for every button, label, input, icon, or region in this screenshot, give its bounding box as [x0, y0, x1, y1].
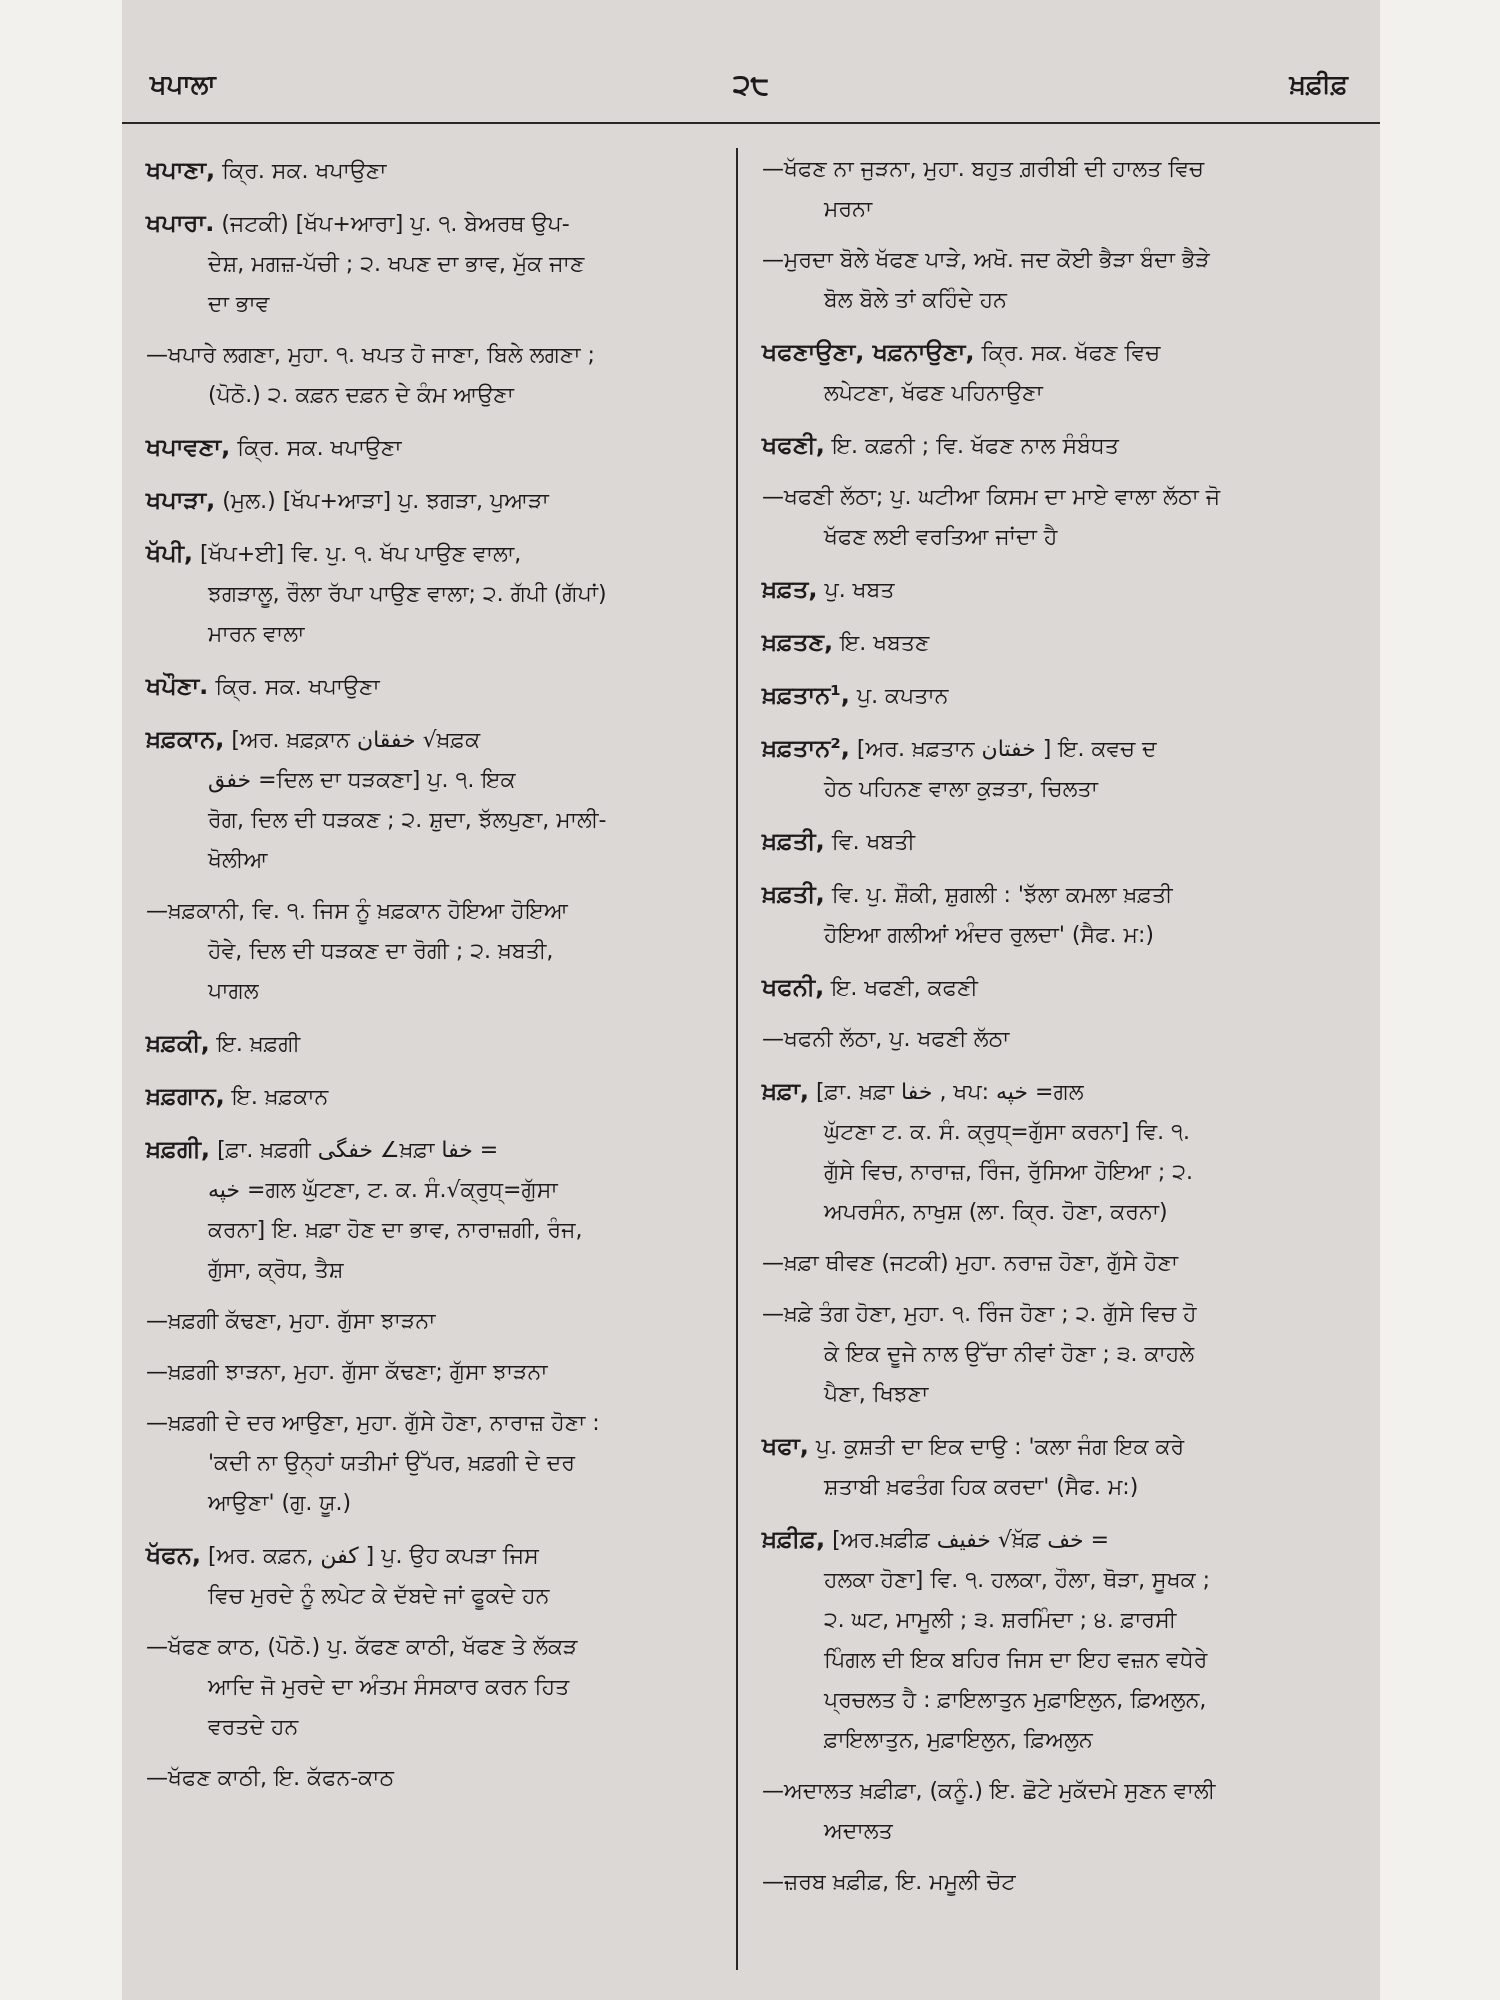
definition-text: ਪਾਗਲ — [208, 979, 259, 1004]
entry-line — [146, 150, 714, 192]
definition-text: —ਖੱਫਣ ਕਾਠ, (ਪੋਠੋ.) ਪੁ. ਕੱਫਣ ਕਾਠੀ, ਖੱਫਣ ਤੇ ਲੱਕੜ — [146, 1635, 578, 1660]
entry-line — [762, 916, 1356, 956]
entry-line — [146, 203, 714, 245]
definition-text: —ਖ਼ਫ਼ਗੀ ਝਾੜਨਾ, ਮੁਹਾ. ਗੁੱਸਾ ਕੱਢਣਾ; ਗੁੱਸਾ ਝਾੜਨਾ — [146, 1360, 548, 1385]
definition-text: [ਅਰ. ਖ਼ਫ਼ਤਾਨ خفتان ] ਇ. ਕਵਚ ਦ — [856, 737, 1157, 762]
dictionary-entry — [146, 203, 714, 325]
entry-line — [146, 1404, 714, 1444]
definition-text: ਵਿ. ਖਬਤੀ — [831, 830, 915, 855]
headword: ਖਫਣੀ, — [762, 431, 825, 459]
dictionary-entry — [146, 427, 714, 469]
dictionary-entry — [762, 675, 1356, 717]
definition-text: ਕ੍ਰਿ. ਸਕ. ਖੱਫਣ ਵਿਚ — [981, 341, 1161, 366]
entry-line — [146, 719, 714, 761]
dictionary-entry — [146, 150, 714, 192]
sub-entry — [146, 1353, 714, 1393]
dictionary-entry — [762, 967, 1356, 1009]
headword: ਖ਼ਫ਼ਗਾਨ, — [146, 1082, 225, 1110]
header-right-guide-word: ਖ਼ਫ਼ੀਫ਼ — [1289, 70, 1348, 100]
entry-line — [146, 245, 714, 285]
entry-line — [762, 1244, 1356, 1284]
sub-entry — [762, 1772, 1356, 1852]
definition-text: ਕੇ ਇਕ ਦੂਜੇ ਨਾਲ ਉੱਚਾ ਨੀਵਾਂ ਹੋਣਾ ; ੩. ਕਾਹਲੇ — [824, 1342, 1195, 1367]
definition-text: [ਫ਼ਾ. ਖ਼ਫ਼ਾ خفا , ਖਪ: خپه =ਗਲ — [816, 1080, 1084, 1105]
headword: ਖ਼ਫ਼ਤਣ, — [762, 628, 834, 656]
headword: ਖਪਾਵਣਾ, — [146, 433, 231, 461]
entry-line — [782, 1812, 1356, 1852]
definition-text: ਇ. ਖ਼ਫ਼ਕਾਨ — [231, 1085, 329, 1110]
definition-text: ਸ਼ਤਾਬੀ ਖ਼ਫਤੰਗ ਹਿਕ ਕਰਦਾ' (ਸੈਫ. ਮ:) — [824, 1475, 1139, 1500]
dictionary-entry — [146, 1535, 714, 1617]
definition-text: ਗੁੱਸਾ, ਕ੍ਰੋਧ, ਤੈਸ਼ — [208, 1258, 344, 1283]
definition-text: ਹੇਠ ਪਹਿਨਣ ਵਾਲਾ ਕੁੜਤਾ, ਚਿਲਤਾ — [824, 777, 1098, 802]
entry-line — [166, 1708, 714, 1748]
entry-line — [762, 332, 1356, 374]
entry-line — [762, 425, 1356, 467]
headword: ਖ਼ਫ਼ਤਾਨ², — [762, 734, 850, 762]
entry-line — [146, 1076, 714, 1118]
entry-line — [762, 1468, 1356, 1508]
sub-entry — [762, 478, 1356, 558]
sub-entry — [762, 1244, 1356, 1284]
sub-entry — [762, 241, 1356, 321]
entry-line — [782, 1335, 1356, 1375]
headword: ਖਫਨੀ, — [762, 973, 825, 1001]
left-column — [146, 150, 714, 1810]
definition-text: ਪੁ. ਕੁਸ਼ਤੀ ਦਾ ਇਕ ਦਾਉ : 'ਕਲਾ ਜੰਗ ਇਕ ਕਰੇ — [815, 1435, 1185, 1460]
definition-text: ਪੈਣਾ, ਖਿਝਣਾ — [824, 1382, 929, 1407]
definition-text: ਇ. ਕਫ਼ਨੀ ; ਵਿ. ਖੱਫਣ ਨਾਲ ਸੰਬੰਧਤ — [831, 434, 1119, 459]
dictionary-entry — [146, 480, 714, 522]
definition-text: 'ਕਦੀ ਨਾ ਉਨ੍ਹਾਂ ਯਤੀਮਾਂ ਉੱਪਰ, ਖ਼ਫ਼ਗੀ ਦੇ ਦਰ — [208, 1451, 576, 1476]
entry-line — [146, 1211, 714, 1251]
entry-line — [166, 1484, 714, 1524]
definition-text: (ਮੁਲ.) [ਖੱਪ+ਆੜਾ] ਪੁ. ਝਗੜਾ, ਪੁਆੜਾ — [222, 489, 549, 514]
definition-text: ਵਿਚ ਮੁਰਦੇ ਨੂੰ ਲਪੇਟ ਕੇ ਦੱਬਦੇ ਜਾਂ ਫੂਕਦੇ ਹਨ — [208, 1584, 550, 1609]
definition-text: (ਪੋਠੋ.) ੨. ਕਫ਼ਨ ਦਫ਼ਨ ਦੇ ਕੰਮ ਆਉਣਾ — [208, 383, 514, 408]
definition-text: ਪੁ. ਖਬਤ — [824, 578, 895, 603]
definition-text: [ਅਰ. ਖ਼ਫ਼ਕ਼ਾਨ خفقان √ਖ਼ਫ਼ਕ — [231, 728, 481, 753]
definition-text: ਆਦਿ ਜੋ ਮੁਰਦੇ ਦਾ ਅੰਤਮ ਸੰਸਕਾਰ ਕਰਨ ਹਿਤ — [208, 1675, 570, 1700]
entry-line — [762, 1295, 1356, 1335]
entry-line — [762, 1153, 1356, 1193]
entry-line — [146, 1302, 714, 1342]
entry-line — [146, 533, 714, 575]
definition-text: ੨. ਘਟ, ਮਾਮੂਲੀ ; ੩. ਸ਼ਰਮਿੰਦਾ ; ੪. ਫ਼ਾਰਸੀ — [824, 1608, 1177, 1633]
entry-line — [146, 1353, 714, 1393]
definition-text: خپه =ਗਲ ਘੁੱਟਣਾ, ਟ. ਕ. ਸੰ.√ਕ੍ਰੁਧ੍=ਗੁੱਸਾ — [208, 1178, 558, 1203]
dictionary-entry — [762, 1426, 1356, 1508]
entry-line — [762, 1426, 1356, 1468]
entry-line — [762, 1071, 1356, 1113]
entry-line — [762, 1681, 1356, 1721]
headword: ਖ਼ਫ਼ਕਾਨ, — [146, 725, 225, 753]
entry-line — [762, 1020, 1356, 1060]
headword: ਖਫਣਾਉਣਾ, ਖਫ਼ਨਾਉਣਾ, — [762, 338, 975, 366]
header-rule — [122, 122, 1380, 124]
definition-text: —ਖਫਨੀ ਲੱਠਾ, ਪੁ. ਖਫਣੀ ਲੱਠਾ — [762, 1027, 1010, 1052]
definition-text: —ਜ਼ਰਬ ਖ਼ਫ਼ੀਫ਼, ਇ. ਮਮੂਲੀ ਚੋਟ — [762, 1870, 1016, 1895]
entry-line — [762, 1641, 1356, 1681]
definition-text: ਹਲਕਾ ਹੋਣਾ] ਵਿ. ੧. ਹਲਕਾ, ਹੌਲਾ, ਥੋੜਾ, ਸੂਖਕ ; — [824, 1568, 1211, 1593]
dictionary-page — [122, 0, 1380, 2000]
entry-line — [762, 622, 1356, 664]
entry-line — [782, 190, 1356, 230]
entry-line — [146, 1129, 714, 1171]
page-header — [122, 70, 1380, 110]
headword: ਖ਼ਫ਼ੀਫ਼, — [762, 1525, 826, 1553]
definition-text: ਖੋਲੀਆ — [208, 848, 268, 873]
sub-entry — [146, 1302, 714, 1342]
entry-line — [762, 1193, 1356, 1233]
dictionary-entry — [762, 569, 1356, 611]
headword: ਖਫਾ, — [762, 1432, 809, 1460]
dictionary-entry — [762, 874, 1356, 956]
headword: ਖੱਫਨ, — [146, 1541, 202, 1569]
entry-line — [146, 1023, 714, 1065]
headword: ਖਪਾਰਾ. — [146, 209, 215, 237]
entry-line — [762, 478, 1356, 518]
definition-text: خفق =ਦਿਲ ਦਾ ਧੜਕਣਾ] ਪੁ. ੧. ਇਕ — [208, 768, 516, 793]
definition-text: ਹੋਵੇ, ਦਿਲ ਦੀ ਧੜਕਣ ਦਾ ਰੋਗੀ ; ੨. ਖ਼ਬਤੀ, — [208, 939, 554, 964]
entry-line — [762, 874, 1356, 916]
definition-text: —ਖੱਫਣ ਨਾ ਜੁੜਨਾ, ਮੁਹਾ. ਬਹੁਤ ਗ਼ਰੀਬੀ ਦੀ ਹਾਲਤ ਵਿਚ — [762, 157, 1204, 182]
headword: ਖਪਾੜਾ, — [146, 486, 216, 514]
dictionary-entry — [146, 533, 714, 655]
entry-line — [762, 770, 1356, 810]
definition-text: ਹੋਇਆ ਗਲੀਆਂ ਅੰਦਰ ਰੁਲਦਾ' (ਸੈਫ. ਮ:) — [824, 923, 1154, 948]
dictionary-entry — [146, 1076, 714, 1118]
entry-line — [166, 376, 714, 416]
definition-text: ਵਰਤਦੇ ਹਨ — [208, 1715, 299, 1740]
definition-text: ਪਿੰਗਲ ਦੀ ਇਕ ਬਹਿਰ ਜਿਸ ਦਾ ਇਹ ਵਜ਼ਨ ਵਧੇਰੇ — [824, 1648, 1208, 1673]
page-number: ੨੮ — [733, 68, 769, 101]
entry-line — [762, 1863, 1356, 1903]
definition-text: (ਜਟਕੀ) [ਖੱਪ+ਆਰਾ] ਪੁ. ੧. ਬੇਅਰਥ ਉਪ- — [221, 212, 570, 237]
entry-line — [166, 972, 714, 1012]
entry-line — [762, 569, 1356, 611]
dictionary-entry — [762, 1519, 1356, 1761]
definition-text: —ਖੱਫਣ ਕਾਠੀ, ਇ. ਕੱਫਨ-ਕਾਠ — [146, 1766, 394, 1791]
entry-line — [762, 728, 1356, 770]
entry-line — [146, 1535, 714, 1577]
entry-line — [166, 932, 714, 972]
dictionary-entry — [146, 719, 714, 881]
definition-text: —ਖ਼ਫ਼ਗੀ ਕੱਢਣਾ, ਮੁਹਾ. ਗੁੱਸਾ ਝਾੜਨਾ — [146, 1309, 436, 1334]
entry-line — [762, 1113, 1356, 1153]
definition-text: [ਖੱਪ+ਈ] ਵਿ. ਪੁ. ੧. ਖੱਪ ਪਾਉਣ ਵਾਲਾ, — [200, 542, 522, 567]
entry-line — [146, 1628, 714, 1668]
dictionary-entry — [762, 728, 1356, 810]
definition-text: ਬੋਲ ਬੋਲੇ ਤਾਂ ਕਹਿੰਦੇ ਹਨ — [824, 288, 1007, 313]
dictionary-entry — [762, 821, 1356, 863]
entry-line — [146, 615, 714, 655]
sub-entry — [762, 150, 1356, 230]
headword: ਖ਼ਫ਼ਤਾਨ¹, — [762, 681, 850, 709]
sub-entry — [146, 1628, 714, 1748]
headword: ਖਪੌਣਾ. — [146, 672, 209, 700]
sub-entry — [146, 1759, 714, 1799]
definition-text: —ਖਪਾਰੇ ਲਗਣਾ, ਮੁਹਾ. ੧. ਖਪਤ ਹੋ ਜਾਣਾ, ਬਿਲੇ ਲਗਣਾ ; — [146, 343, 595, 368]
headword: ਖ਼ਫ਼ਤੀ, — [762, 827, 825, 855]
entry-line — [146, 575, 714, 615]
entry-line — [762, 1519, 1356, 1561]
entry-line — [782, 281, 1356, 321]
definition-text: —ਖ਼ਫ਼ਾ ਥੀਵਣ (ਜਟਕੀ) ਮੁਹਾ. ਨਰਾਜ਼ ਹੋਣਾ, ਗੁੱਸੇ ਹੋਣਾ — [762, 1251, 1179, 1276]
sub-entry — [762, 1863, 1356, 1903]
entry-line — [762, 821, 1356, 863]
definition-text: ਇ. ਖ਼ਫ਼ਗੀ — [216, 1032, 301, 1057]
definition-text: —ਅਦਾਲਤ ਖ਼ਫ਼ੀਫ਼ਾ, (ਕਨੂੰ.) ਇ. ਛੋਟੇ ਮੁਕੱਦਮੇ ਸੁਣਨ ਵਾਲੀ — [762, 1779, 1216, 1804]
entry-line — [782, 1375, 1356, 1415]
definition-text: ਇ. ਖਬਤਣ — [840, 631, 930, 656]
definition-text: ਝਗੜਾਲੂ, ਰੌਲਾ ਰੱਪਾ ਪਾਉਣ ਵਾਲਾ; ੨. ਗੱਪੀ (ਗੱਪਾਂ) — [208, 582, 607, 607]
definition-text: ਖੱਫਣ ਲਈ ਵਰਤਿਆ ਜਾਂਦਾ ਹੈ — [824, 525, 1058, 550]
definition-text: ਵਿ. ਪੁ. ਸ਼ੌਕੀ, ਸ਼ੁਗਲੀ : 'ਝੱਲਾ ਕਮਲਾ ਖ਼ਫ਼ਤੀ — [831, 883, 1173, 908]
entry-line — [762, 1721, 1356, 1761]
sub-entry — [762, 1295, 1356, 1415]
definition-text: ਘੁੱਟਣਾ ਟ. ਕ. ਸੰ. ਕ੍ਰੁਧ੍=ਗੁੱਸਾ ਕਰਨਾ] ਵਿ. ੧. — [824, 1120, 1191, 1145]
definition-text: ਮਾਰਨ ਵਾਲਾ — [208, 622, 305, 647]
sub-entry — [146, 336, 714, 416]
entry-line — [146, 1577, 714, 1617]
dictionary-entry — [146, 1023, 714, 1065]
dictionary-entry — [762, 425, 1356, 467]
entry-line — [762, 1772, 1356, 1812]
entry-line — [146, 801, 714, 841]
dictionary-entry — [146, 1129, 714, 1291]
definition-text: ਦੇਸ਼, ਮਗਜ਼-ਪੱਚੀ ; ੨. ਖਪਣ ਦਾ ਭਾਵ, ਮੁੱਕ ਜਾਣ — [208, 252, 585, 277]
entry-line — [782, 518, 1356, 558]
definition-text: ਅਦਾਲਤ — [824, 1819, 893, 1844]
entry-line — [146, 427, 714, 469]
header-left-guide-word: ਖਪਾਲਾ — [150, 70, 216, 100]
entry-line — [762, 675, 1356, 717]
entry-line — [166, 1444, 714, 1484]
definition-text: —ਖ਼ਫ਼ਕਾਨੀ, ਵਿ. ੧. ਜਿਸ ਨੂੰ ਖ਼ਫ਼ਕਾਨ ਹੋਇਆ ਹੋਇਆ — [146, 899, 568, 924]
headword: ਖ਼ਫ਼ਗੀ, — [146, 1135, 211, 1163]
headword: ਖੱਪੀ, — [146, 539, 194, 567]
entry-line — [146, 892, 714, 932]
definition-text: ਪੁ. ਕਪਤਾਨ — [856, 684, 949, 709]
entry-line — [762, 967, 1356, 1009]
definition-text: [ਅਰ.ਖ਼ਫ਼ੀਫ਼ خفيف √ਖ਼ੱਫ਼ خف = — [832, 1528, 1110, 1553]
entry-line — [146, 480, 714, 522]
right-column — [762, 150, 1356, 1914]
definition-text: ਕ੍ਰਿ. ਸਕ. ਖਪਾਉਣਾ — [222, 159, 387, 184]
definition-text: ਪ੍ਰਚਲਤ ਹੈ : ਫ਼ਾਇਲਾਤੁਨ ਮੁਫ਼ਾਇਲੁਨ, ਫ਼ਿਅਲੁਨ, — [824, 1688, 1207, 1713]
entry-line — [146, 666, 714, 708]
entry-line — [146, 1759, 714, 1799]
entry-line — [146, 841, 714, 881]
sub-entry — [146, 892, 714, 1012]
entry-line — [762, 241, 1356, 281]
sub-entry — [146, 1404, 714, 1524]
definition-text: ਦਾ ਭਾਵ — [208, 292, 270, 317]
headword: ਖ਼ਫ਼ਕੀ, — [146, 1029, 210, 1057]
definition-text: ਫ਼ਾਇਲਾਤੁਨ, ਮੁਫ਼ਾਇਲੁਨ, ਫ਼ਿਅਲੁਨ — [824, 1728, 1093, 1753]
definition-text: ਲਪੇਟਣਾ, ਖੱਫਣ ਪਹਿਨਾਉਣਾ — [824, 381, 1043, 406]
entry-line — [146, 1171, 714, 1211]
dictionary-entry — [146, 666, 714, 708]
definition-text: ਕ੍ਰਿ. ਸਕ. ਖਪਾਉਣਾ — [215, 675, 380, 700]
definition-text: [ਅਰ. ਕਫ਼ਨ, كفن ] ਪੁ. ਉਹ ਕਪੜਾ ਜਿਸ — [208, 1544, 539, 1569]
entry-line — [762, 1601, 1356, 1641]
definition-text: —ਖ਼ਫ਼ਗੀ ਦੇ ਦਰ ਆਉਣਾ, ਮੁਹਾ. ਗੁੱਸੇ ਹੋਣਾ, ਨਾਰਾਜ਼ ਹੋਣਾ : — [146, 1411, 600, 1436]
definition-text: ਕਰਨਾ] ਇ. ਖ਼ਫ਼ਾ ਹੋਣ ਦਾ ਭਾਵ, ਨਾਰਾਜ਼ਗੀ, ਰੰਜ, — [208, 1218, 583, 1243]
headword: ਖ਼ਫ਼ਤ, — [762, 575, 818, 603]
entry-line — [762, 374, 1356, 414]
entry-line — [146, 1251, 714, 1291]
entry-line — [762, 150, 1356, 190]
dictionary-entry — [762, 622, 1356, 664]
definition-text: ਇ. ਖਫਣੀ, ਕਫਣੀ — [831, 976, 978, 1001]
definition-text: —ਖਫਣੀ ਲੱਠਾ; ਪੁ. ਘਟੀਆ ਕਿਸਮ ਦਾ ਮਾਏ ਵਾਲਾ ਲੱਠਾ ਜੋ — [762, 485, 1221, 510]
sub-entry — [762, 1020, 1356, 1060]
definition-text: ਗੁੱਸੇ ਵਿਚ, ਨਾਰਾਜ਼, ਰਿੰਜ, ਰੁੱਸਿਆ ਹੋਇਆ ; ੨. — [824, 1160, 1193, 1185]
headword: ਖ਼ਫ਼ਤੀ, — [762, 880, 825, 908]
entry-line — [146, 761, 714, 801]
definition-text: ਕ੍ਰਿ. ਸਕ. ਖਪਾਉਣਾ — [237, 436, 402, 461]
column-divider — [736, 148, 738, 1970]
entry-line — [146, 285, 714, 325]
entry-line — [146, 336, 714, 376]
entry-line — [166, 1668, 714, 1708]
headword: ਖ਼ਫ਼ਾ, — [762, 1077, 809, 1105]
definition-text: —ਖ਼ਫ਼ੇ ਤੰਗ ਹੋਣਾ, ਮੁਹਾ. ੧. ਰਿੰਜ ਹੋਣਾ ; ੨. ਗੁੱਸੇ ਵਿਚ ਹੋ — [762, 1302, 1197, 1327]
dictionary-entry — [762, 332, 1356, 414]
definition-text: ਮਰਨਾ — [824, 197, 873, 222]
dictionary-entry — [762, 1071, 1356, 1233]
definition-text: ਅਪਰਸੰਨ, ਨਾਖੁਸ਼ (ਲਾ. ਕ੍ਰਿ. ਹੋਣਾ, ਕਰਨਾ) — [824, 1200, 1168, 1225]
definition-text: ਆਉਣਾ' (ਗੁ. ਯੂ.) — [208, 1491, 352, 1516]
headword: ਖਪਾਣਾ, — [146, 156, 216, 184]
definition-text: [ਫ਼ਾ. ਖ਼ਫ਼ਗੀ خفگی ∠ਖ਼ਫ਼ਾ خفا = — [217, 1138, 499, 1163]
definition-text: ਰੋਗ, ਦਿਲ ਦੀ ਧੜਕਣ ; ੨. ਸ਼ੁਦਾ, ਝੱਲਪੁਣਾ, ਮਾਲੀ- — [208, 808, 607, 833]
entry-line — [762, 1561, 1356, 1601]
definition-text: —ਮੁਰਦਾ ਬੋਲੇ ਖੱਫਣ ਪਾੜੇ, ਅਖੋ. ਜਦ ਕੋਈ ਭੈੜਾ ਬੰਦਾ ਭੈੜੇ — [762, 248, 1210, 273]
